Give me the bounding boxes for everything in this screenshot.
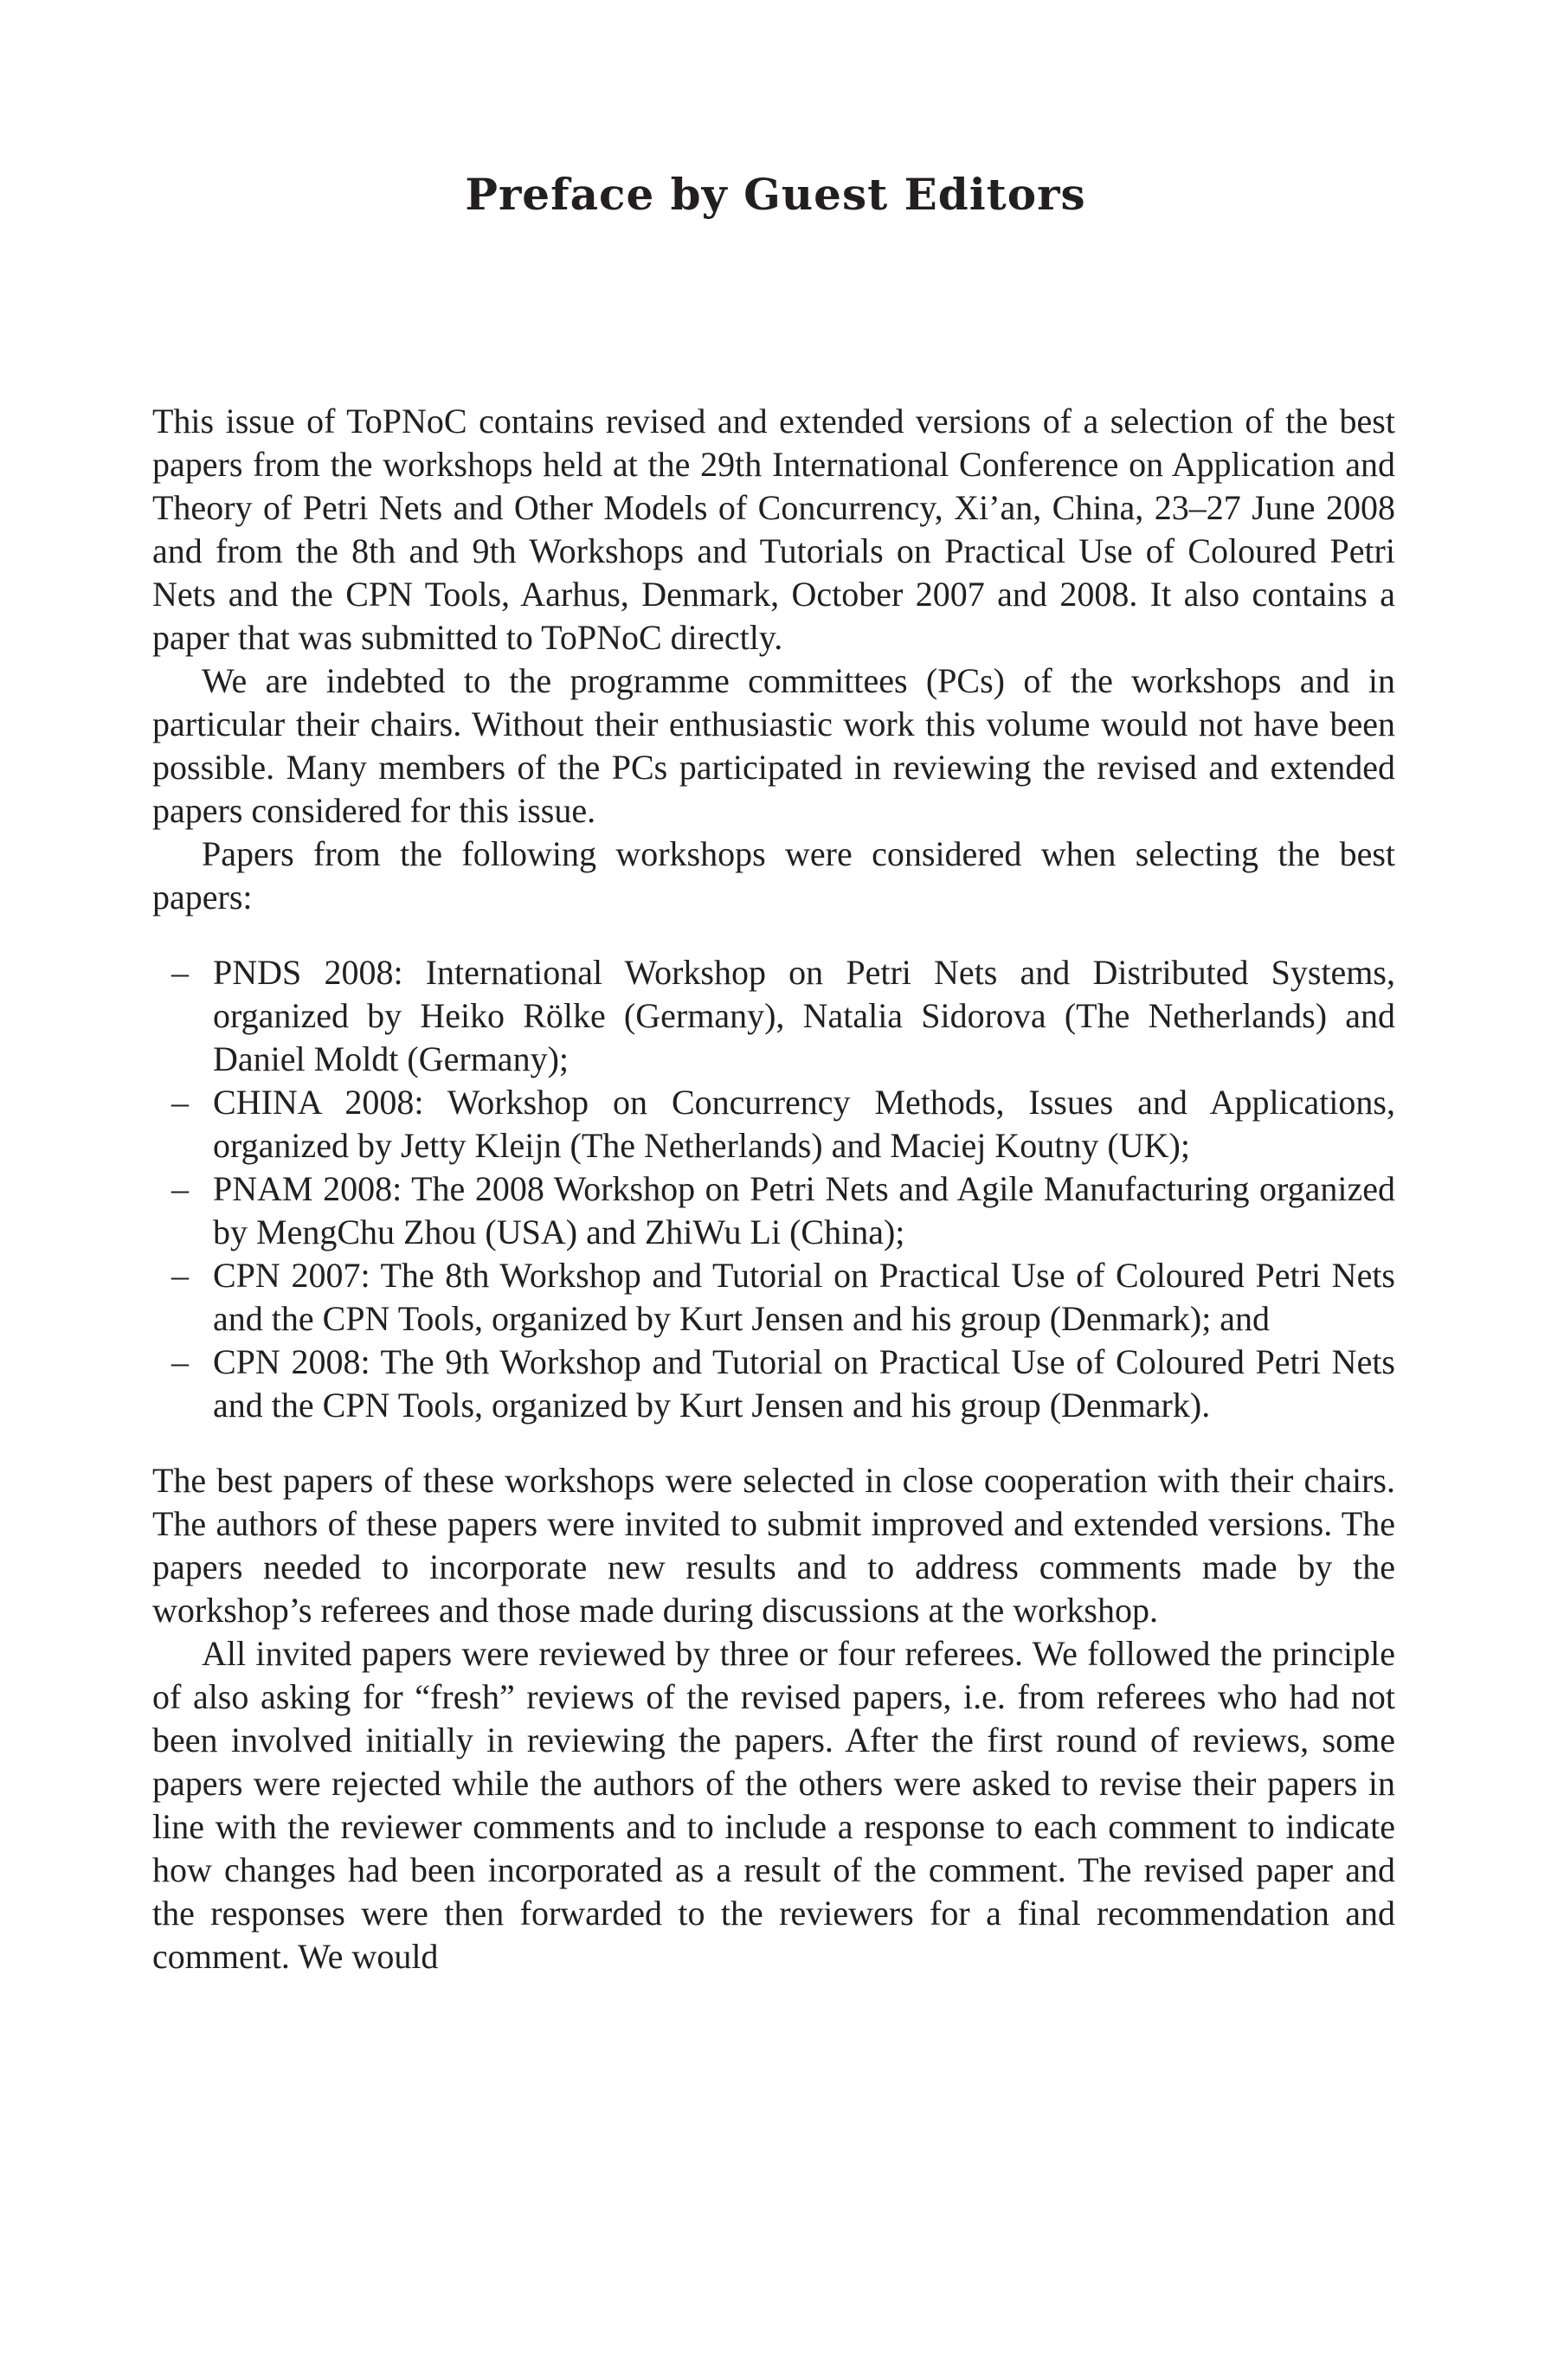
preface-body (152, 400, 1395, 1978)
dash-bullet: – (171, 1169, 189, 1208)
workshop-text: CHINA 2008: Workshop on Concurrency Methods, Issues and Applications, organized by Jetty Kleijn (The Netherlands) and Maciej Koutny (UK); (213, 1083, 1395, 1165)
paragraph-workshops-intro: Papers from the following workshops were considered when selecting the best papers: (152, 834, 1395, 917)
paragraph-selection: The best papers of these workshops were selected in close cooperation with their chairs. The authors of these papers were invited to submit improved and extended versions. The papers needed to incorporate new results and to address comments made by the workshop’s referees and those made during discussions at the workshop. (152, 1461, 1395, 1630)
dash-bullet: – (171, 1256, 189, 1295)
paragraph-intro: This issue of ToPNoC contains revised and extended versions of a selection of the best papers from the workshops held at the 29th International Conference on Application and Theory of Petri Nets and Other Models of Concurrency, Xi’an, China, 23–27 June 2008 and from the 8th and 9th Workshops and Tutorials on Practical Use of Coloured Petri Nets and the CPN Tools, Aarhus, Denmark, October 2007 and 2008. It also contains a paper that was submitted to ToPNoC directly. (152, 402, 1395, 657)
page-title: Preface by Guest Editors (465, 169, 1086, 220)
list-item (152, 1081, 1395, 1167)
dash-bullet: – (171, 1083, 189, 1122)
list-item (152, 1167, 1395, 1254)
workshop-list (152, 951, 1395, 1427)
list-item (152, 1254, 1395, 1341)
workshop-text: CPN 2007: The 8th Workshop and Tutorial on Practical Use of Coloured Petri Nets and the CPN Tools, organized by Kurt Jensen and his group (Denmark); and (213, 1256, 1395, 1338)
paragraph-acknowledgement: We are indebted to the programme committees (PCs) of the workshops and in particular their chairs. Without their enthusiastic work this volume would not have been possible. Many members of the PCs participated in reviewing the revised and extended papers considered for this issue. (152, 661, 1395, 830)
dash-bullet: – (171, 1342, 189, 1381)
workshop-text: CPN 2008: The 9th Workshop and Tutorial on Practical Use of Coloured Petri Nets and the CPN Tools, organized by Kurt Jensen and his group (Denmark). (213, 1342, 1395, 1425)
list-item (152, 1341, 1395, 1427)
dash-bullet: – (171, 953, 189, 992)
workshop-text: PNAM 2008: The 2008 Workshop on Petri Nets and Agile Manufacturing organized by MengChu Zhou (USA) and ZhiWu Li (China); (213, 1169, 1395, 1251)
list-item (152, 951, 1395, 1081)
paragraph-review-process: All invited papers were reviewed by three or four referees. We followed the principle of also asking for “fresh” reviews of the revised papers, i.e. from referees who had not been involved initially in reviewing the papers. After the first round of reviews, some papers were rejected while the authors of the others were asked to revise their papers in line with the reviewer comments and to include a response to each comment to indicate how changes had been incorporated as a result of the comment. The revised paper and the responses were then forwarded to the reviewers for a final recommendation and comment. We would (152, 1634, 1395, 1976)
workshop-text: PNDS 2008: International Workshop on Petri Nets and Distributed Systems, organized by Heiko Rölke (Germany), Natalia Sidorova (The Netherlands) and Daniel Moldt (Germany); (213, 953, 1395, 1078)
